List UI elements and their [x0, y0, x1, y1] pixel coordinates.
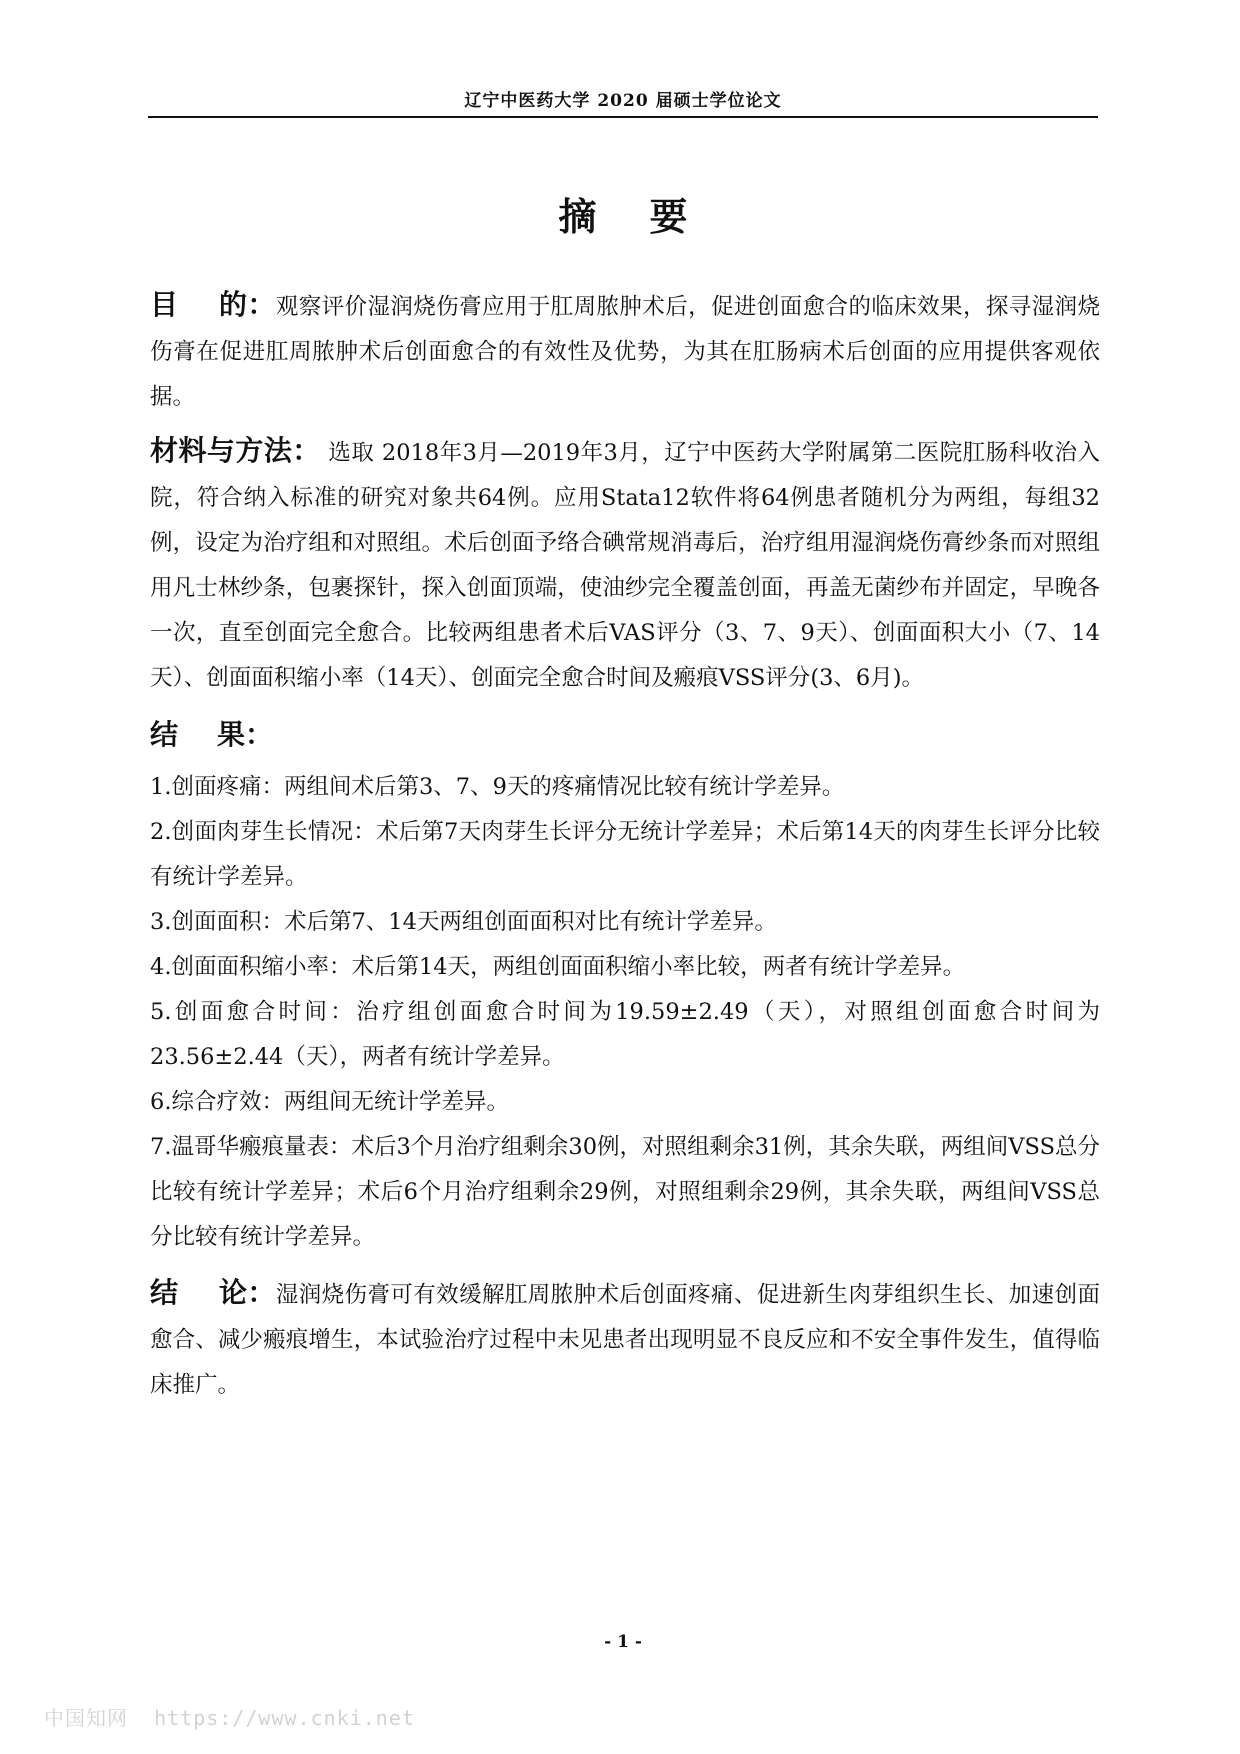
objective-paragraph	[150, 282, 1100, 420]
result-item-5: 5.创面愈合时间：治疗组创面愈合时间为19.59±2.49（天），对照组创面愈合时间为23.56±2.44（天），两者有统计学差异。	[150, 999, 1100, 1070]
results-heading: 结 果：	[150, 718, 273, 751]
result-item-4: 4.创面面积缩小率：术后第14天，两组创面面积缩小率比较，两者有统计学差异。	[150, 954, 966, 980]
result-item-3: 3.创面面积：术后第7、14天两组创面面积对比有统计学差异。	[150, 909, 777, 935]
result-item-7: 7.温哥华瘢痕量表：术后3个月治疗组剩余30例，对照组剩余31例，其余失联，两组间VSS总分比较有统计学差异；术后6个月治疗组剩余29例，对照组剩余29例，其余失联，两组间VSS总分比较有统计学差异。	[150, 1134, 1100, 1250]
running-header: 辽宁中医药大学 2020 届硕士学位论文	[464, 91, 782, 111]
result-item-6: 6.综合疗效：两组间无统计学差异。	[150, 1089, 509, 1115]
page-title: 摘 要	[558, 194, 688, 239]
abstract-body	[150, 282, 1100, 1416]
result-item-2: 2.创面肉芽生长情况：术后第7天肉芽生长评分无统计学差异；术后第14天的肉芽生长评分比较有统计学差异。	[150, 819, 1100, 890]
cnki-watermark: 中国知网 https://www.cnki.net	[44, 1706, 415, 1730]
methods-text: 选取 2018年3月—2019年3月，辽宁中医药大学附属第二医院肛肠科收治入院，符合纳入标准的研究对象共64例。应用Stata12软件将64例患者随机分为两组，每组32例，设定为治疗组和对照组。术后创面予络合碘常规消毒后，治疗组用湿润烧伤膏纱条而对照组用凡士林纱条，包裹探针，探入创面顶端，使油纱完全覆盖创面，再盖无菌纱布并固定，早晚各一次，直至创面完全愈合。比较两组患者术后VAS评分（3、7、9天）、创面面积大小（7、14天）、创面面积缩小率（14天）、创面完全愈合时间及瘢痕VSS评分(3、6月)。	[150, 440, 1100, 691]
conclusion-text: 湿润烧伤膏可有效缓解肛周脓肿术后创面疼痛、促进新生肉芽组织生长、加速创面愈合、减少瘢痕增生，本试验治疗过程中未见患者出现明显不良反应和不安全事件发生，值得临床推广。	[150, 1282, 1100, 1398]
header-rule	[148, 116, 1098, 118]
page-number: - 1 -	[604, 1632, 642, 1652]
objective-text: 观察评价湿润烧伤膏应用于肛周脓肿术后，促进创面愈合的临床效果，探寻湿润烧伤膏在促进肛周脓肿术后创面愈合的有效性及优势，为其在肛肠病术后创面的应用提供客观依据。	[150, 294, 1100, 410]
result-item-1: 1.创面疼痛：两组间术后第3、7、9天的疼痛情况比较有统计学差异。	[150, 774, 845, 800]
conclusion-paragraph	[150, 1270, 1100, 1408]
methods-label: 材料与方法：	[150, 434, 321, 467]
conclusion-label: 结 论：	[150, 1276, 276, 1309]
objective-label: 目 的：	[150, 288, 276, 321]
methods-paragraph	[150, 428, 1100, 701]
